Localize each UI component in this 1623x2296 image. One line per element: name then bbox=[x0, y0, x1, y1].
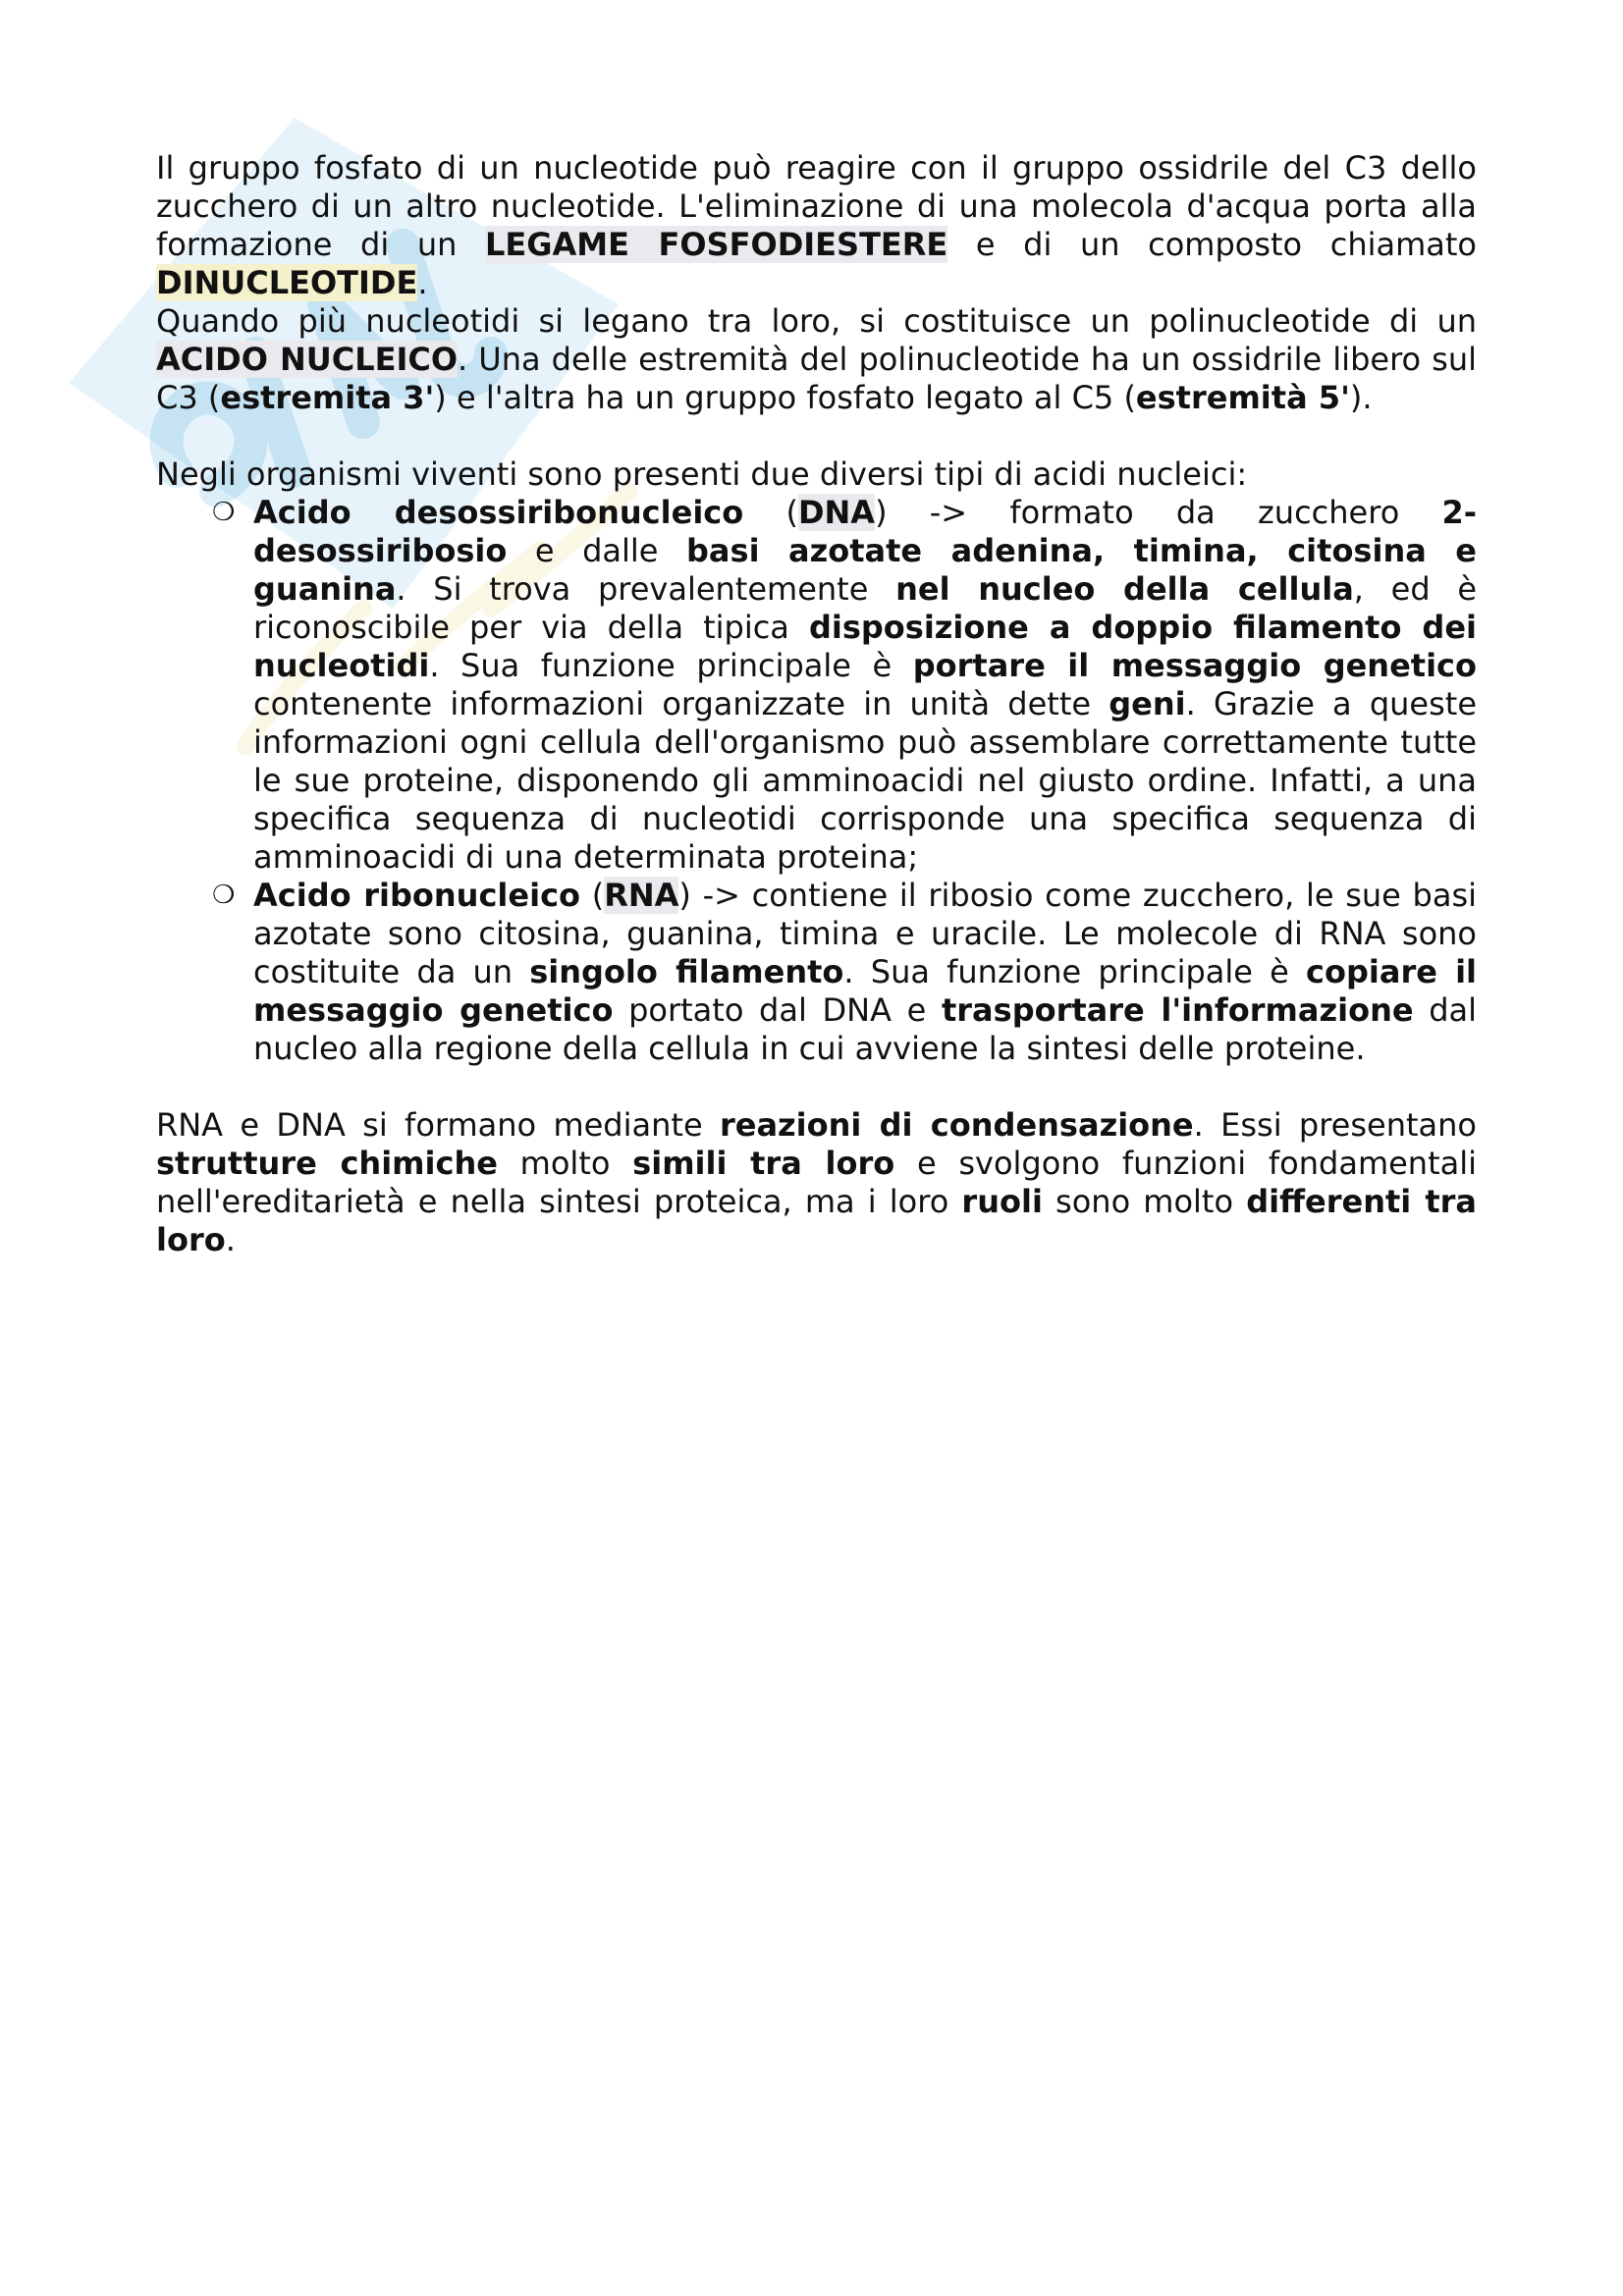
text: . Grazie a queste informazioni ogni cellula dell'organismo può assemblare correttamente tutte le sue proteine, disponendo gli amminoacidi nel giusto ordine. Infatti, a una specifica sequenza di nucleotidi corrisponde una specifica sequenza di amminoacidi di una determinata proteina; bbox=[253, 685, 1478, 876]
text: . Sua funzione principale è bbox=[429, 647, 913, 684]
term-estremita-3: estremita 3' bbox=[220, 379, 435, 416]
term: Acido desossiribonucleico bbox=[253, 494, 744, 531]
term: geni bbox=[1109, 685, 1186, 722]
term: differenti tra loro bbox=[156, 1183, 1478, 1258]
text: . Essi presentano bbox=[1193, 1106, 1478, 1144]
term: copiare il messaggio genetico bbox=[253, 953, 1477, 1029]
spacer bbox=[156, 417, 1477, 455]
text: sono molto bbox=[1042, 1183, 1247, 1220]
list-item-rna bbox=[212, 877, 1478, 1068]
nucleic-acid-list bbox=[156, 494, 1477, 1068]
term: disposizione a doppio filamento dei nucleotidi bbox=[253, 609, 1478, 684]
term: singolo filamento bbox=[529, 953, 844, 990]
text: ). bbox=[1349, 379, 1373, 416]
term-dinucleotide: DINUCLEOTIDE bbox=[156, 264, 418, 301]
term-estremita-5: estremità 5' bbox=[1135, 379, 1350, 416]
term: Acido ribonucleico bbox=[253, 877, 581, 914]
text: . Una delle estremità del polinucleotide ha un ossidrile libero sul C3 ( bbox=[156, 341, 1478, 416]
term: ruoli bbox=[961, 1183, 1043, 1220]
list-item-dna bbox=[212, 494, 1478, 877]
text: RNA e DNA si formano mediante bbox=[156, 1106, 720, 1144]
text: Il gruppo fosfato di un nucleotide può reagire con il gruppo ossidrile del C3 dello zucchero di un altro nucleotide. L'eliminazione di una molecola d'acqua porta alla formazione di un bbox=[156, 149, 1477, 263]
bullet-circle-icon: ❍ bbox=[212, 881, 236, 910]
text: contenente informazioni organizzate in unità dette bbox=[253, 685, 1109, 722]
term: nel nucleo della cellula bbox=[895, 570, 1354, 608]
text: Quando più nucleotidi si legano tra loro, si costituisce un polinucleotide di un bbox=[156, 302, 1477, 340]
text: . bbox=[417, 264, 428, 301]
document-body bbox=[156, 149, 1477, 1259]
text: ( bbox=[580, 877, 605, 914]
term-dna: DNA bbox=[797, 494, 876, 531]
text: ) -> contiene il ribosio come zucchero, le sue basi azotate sono citosina, guanina, timina e uracile. Le molecole di RNA sono costituite da un bbox=[253, 877, 1478, 990]
text: molto bbox=[497, 1145, 633, 1182]
text: e svolgono funzioni fondamentali nell'ereditarietà e nella sintesi proteica, ma i loro bbox=[156, 1145, 1478, 1220]
term: 2-desossiribosio bbox=[253, 494, 1478, 569]
text: , ed è riconoscibile per via della tipica bbox=[253, 570, 1478, 646]
text: e dalle bbox=[507, 532, 687, 569]
text: ) -> formato da zucchero bbox=[875, 494, 1442, 531]
paragraph-types-intro: Negli organismi viventi sono presenti due diversi tipi di acidi nucleici: bbox=[156, 455, 1248, 493]
paragraph-phosphodiester bbox=[156, 149, 1477, 302]
text: e di un composto chiamato bbox=[947, 226, 1478, 263]
paragraph-condensation bbox=[156, 1106, 1477, 1259]
text: . Si trova prevalentemente bbox=[396, 570, 896, 608]
term-legame-fosfodiestere: LEGAME FOSFODIESTERE bbox=[485, 226, 948, 263]
term: reazioni di condensazione bbox=[719, 1106, 1194, 1144]
term-rna: RNA bbox=[604, 877, 679, 914]
term: trasportare l'informazione bbox=[941, 991, 1414, 1029]
text: ( bbox=[743, 494, 798, 531]
term: basi azotate adenina, timina, citosina e guanina bbox=[253, 532, 1478, 608]
text: . Sua funzione principale è bbox=[843, 953, 1307, 990]
paragraph-nucleic-acid bbox=[156, 302, 1477, 417]
bullet-circle-icon: ❍ bbox=[212, 498, 236, 527]
spacer bbox=[156, 1068, 1477, 1106]
term: portare il messaggio genetico bbox=[912, 647, 1478, 684]
text: . bbox=[225, 1221, 236, 1258]
term: strutture chimiche bbox=[156, 1145, 498, 1182]
term: simili tra loro bbox=[632, 1145, 895, 1182]
text: ) e l'altra ha un gruppo fosfato legato al C5 ( bbox=[434, 379, 1136, 416]
text: portato dal DNA e bbox=[613, 991, 942, 1029]
term-acido-nucleico: ACIDO NUCLEICO bbox=[156, 341, 459, 378]
text: dal nucleo alla regione della cellula in cui avviene la sintesi delle proteine. bbox=[253, 991, 1478, 1067]
